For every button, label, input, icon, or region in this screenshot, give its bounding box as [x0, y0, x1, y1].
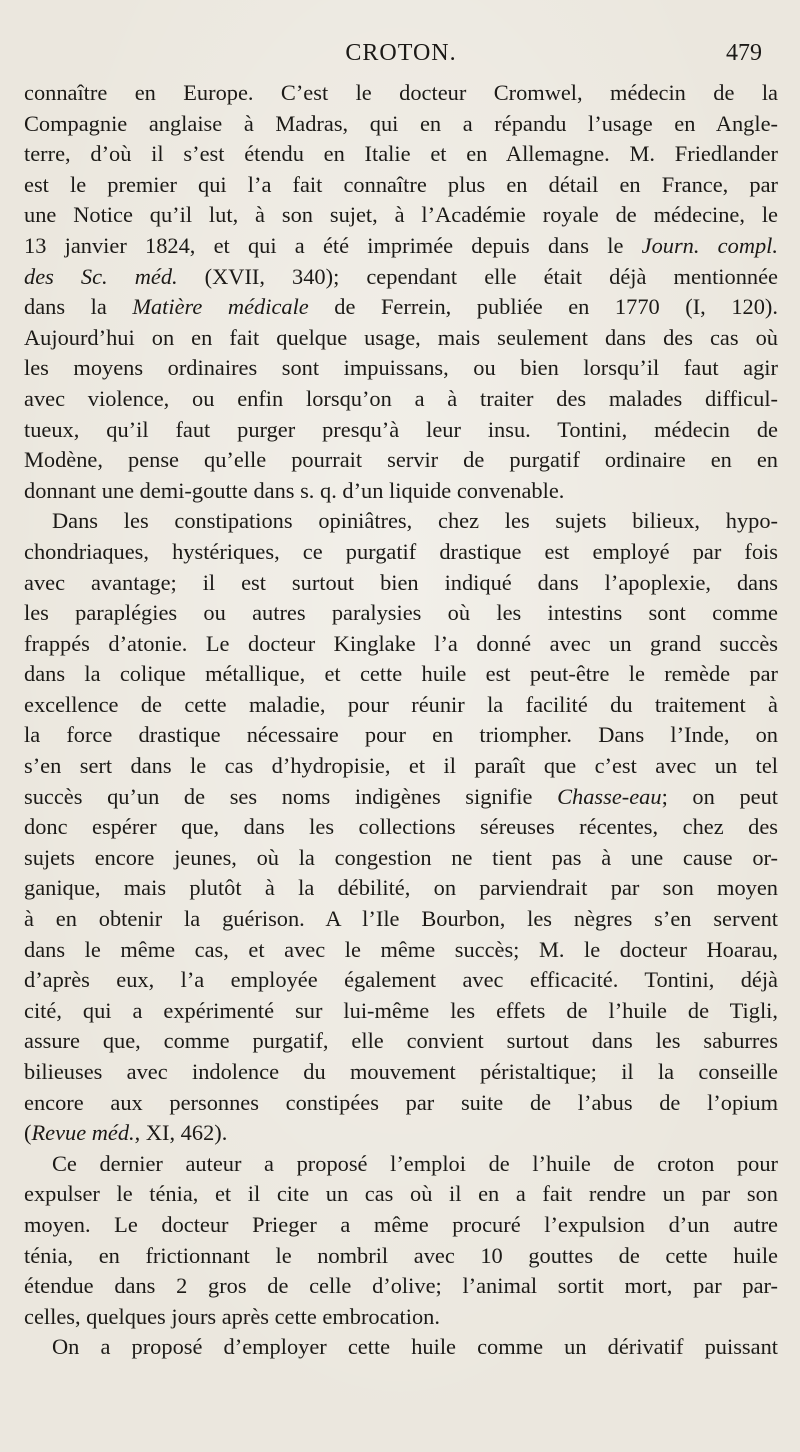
- text-line: avec avantage; il est surtout bien indiqué dans l’apoplexie, dans: [24, 569, 778, 595]
- text-line: terre, d’où il s’est étendu en Italie et en Allemagne. M. Friedlander: [24, 141, 778, 167]
- text-line: avec violence, ou enfin lorsqu’on a à traiter des malades difficul-: [24, 385, 778, 411]
- text-line: frappés d’atonie. Le docteur Kinglake l’a donné avec un grand succès: [24, 630, 778, 656]
- text-line: moyen. Le docteur Prieger a même procuré l’expulsion d’un autre: [24, 1211, 778, 1237]
- text-line: Dans les constipations opiniâtres, chez les sujets bilieux, hypo-: [52, 508, 778, 534]
- paragraph: [24, 506, 778, 1148]
- text-line: Aujourd’hui on en fait quelque usage, mais seulement dans des cas où: [24, 324, 778, 350]
- text-line: On a proposé d’employer cette huile comme un dérivatif puissant: [52, 1334, 778, 1360]
- text-line: succès qu’un de ses noms indigènes signifie Chasse-eau; on peut: [24, 783, 779, 809]
- text-line: à en obtenir la guérison. A l’Ile Bourbon, les nègres s’en servent: [24, 906, 778, 932]
- text-line: chondriaques, hystériques, ce purgatif drastique est employé par fois: [24, 538, 778, 564]
- paragraph: [24, 78, 778, 506]
- text-line: ténia, en frictionnant le nombril avec 10 gouttes de cette huile: [24, 1242, 778, 1268]
- text-line: sujets encore jeunes, où la congestion ne tient pas à une cause or-: [24, 844, 778, 870]
- paragraph: [24, 1332, 778, 1363]
- text-line: une Notice qu’il lut, à son sujet, à l’Académie royale de médecine, le: [24, 202, 778, 228]
- page-number: 479: [726, 40, 762, 66]
- text-line: d’après eux, l’a employée également avec efficacité. Tontini, déjà: [24, 967, 778, 993]
- text-line: ganique, mais plutôt à la débilité, on parviendrait par son moyen: [24, 875, 778, 901]
- text-line: dans la Matière médicale de Ferrein, publiée en 1770 (I, 120).: [24, 294, 778, 320]
- text-line: celles, quelques jours après cette embrocation.: [24, 1303, 440, 1329]
- text-line: expulser le ténia, et il cite un cas où il en a fait rendre un par son: [24, 1181, 778, 1207]
- text-line: étendue dans 2 gros de celle d’olive; l’animal sortit mort, par par-: [24, 1273, 778, 1299]
- text-line: 13 janvier 1824, et qui a été imprimée depuis dans le Journ. compl.: [24, 232, 778, 258]
- text-line: Ce dernier auteur a proposé l’emploi de l’huile de croton pour: [52, 1150, 778, 1176]
- text-line: est le premier qui l’a fait connaître plus en détail en France, par: [24, 171, 778, 197]
- running-head: CROTON.: [345, 40, 457, 66]
- text-line: la force drastique nécessaire pour en triompher. Dans l’Inde, on: [24, 722, 778, 748]
- text-line: les moyens ordinaires sont impuissans, ou bien lorsqu’il faut agir: [24, 355, 778, 381]
- text-line: excellence de cette maladie, pour réunir la facilité du traitement à: [24, 691, 778, 717]
- text-line: Compagnie anglaise à Madras, qui en a répandu l’usage en Angle-: [24, 110, 778, 136]
- text-line: dans le même cas, et avec le même succès; M. le docteur Hoarau,: [24, 936, 778, 962]
- text-line: Modène, pense qu’elle pourrait servir de purgatif ordinaire en en: [24, 447, 778, 473]
- paragraph: [24, 1149, 778, 1333]
- text-line: assure que, comme purgatif, elle convient surtout dans les saburres: [24, 1028, 778, 1054]
- page-header: [24, 0, 778, 78]
- text-line: les paraplégies ou autres paralysies où les intestins sont comme: [24, 600, 778, 626]
- text-line: des Sc. méd. (XVII, 340); cependant elle était déjà mentionnée: [24, 263, 778, 289]
- text-line: dans la colique métallique, et cette huile est peut-être le remède par: [24, 661, 778, 687]
- text-line: donnant une demi-goutte dans s. q. d’un liquide convenable.: [24, 477, 565, 503]
- text-line: s’en sert dans le cas d’hydropisie, et il paraît que c’est avec un tel: [24, 753, 778, 779]
- text-line: cité, qui a expérimenté sur lui-même les effets de l’huile de Tigli,: [24, 997, 778, 1023]
- body-text: [24, 78, 778, 1363]
- text-line: connaître en Europe. C’est le docteur Cromwel, médecin de la: [24, 80, 778, 105]
- text-line: donc espérer que, dans les collections séreuses récentes, chez des: [24, 814, 778, 840]
- text-line: (Revue méd., XI, 462).: [24, 1120, 228, 1146]
- text-line: encore aux personnes constipées par suite de l’abus de l’opium: [24, 1089, 778, 1115]
- text-line: bilieuses avec indolence du mouvement péristaltique; il la conseille: [24, 1059, 778, 1084]
- text-line: tueux, qu’il faut purger presqu’à leur insu. Tontini, médecin de: [24, 416, 778, 442]
